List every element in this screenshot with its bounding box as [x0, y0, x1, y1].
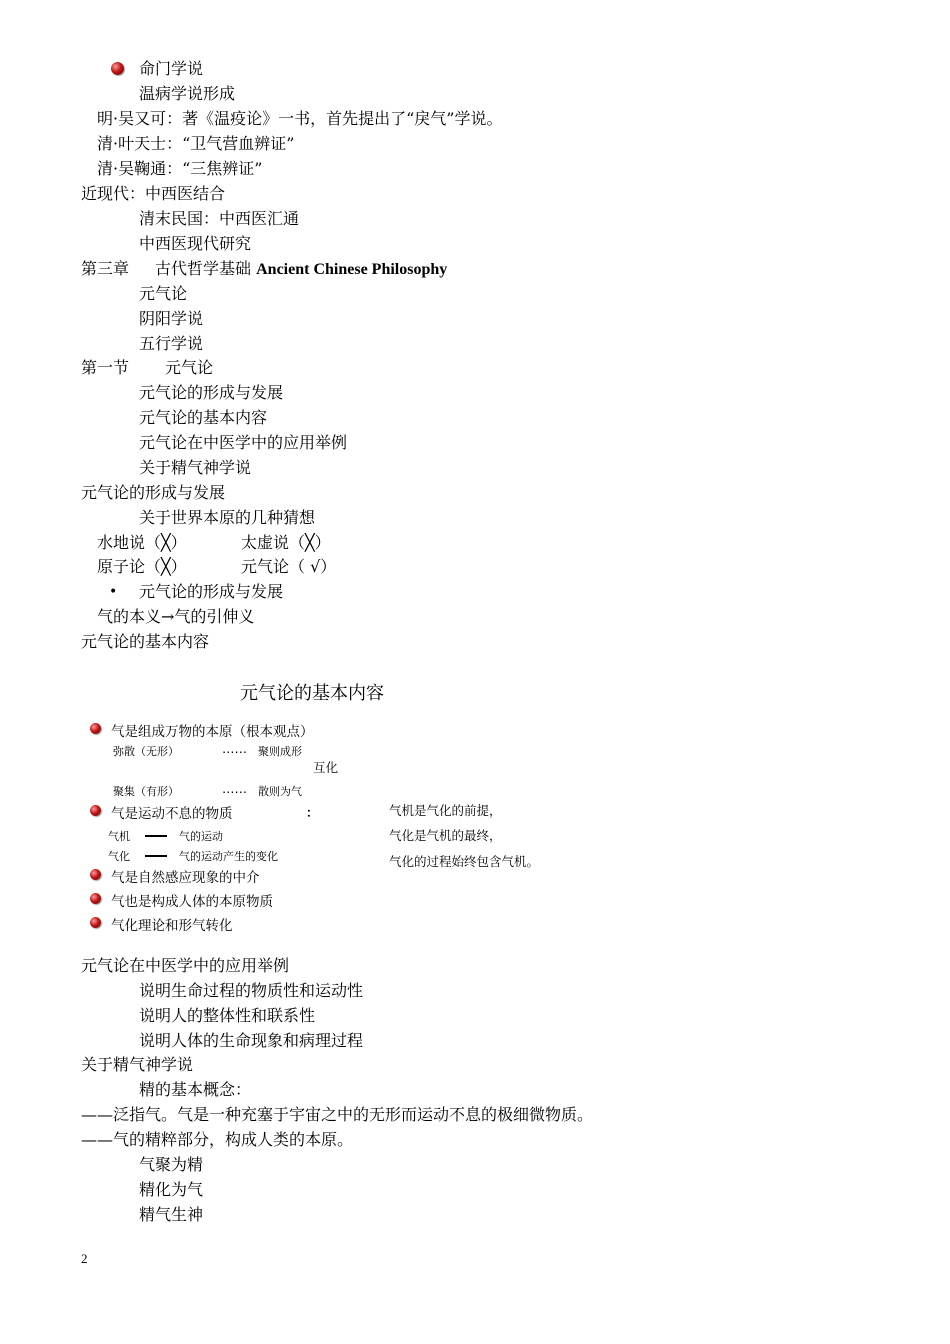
bullet-ball-icon [90, 869, 101, 880]
qiji-def: 气的运动 [179, 830, 223, 843]
application-item: 说明人体的生命现象和病理过程 [139, 1031, 364, 1050]
mingmen-line: 命门学说 [139, 59, 204, 78]
misan-label: 弥散（无形） [113, 745, 179, 758]
chapter-title-en: Ancient Chinese Philosophy [256, 261, 448, 278]
bullet-ball-icon [90, 917, 101, 928]
wenbing-line: 温病学说形成 [139, 84, 236, 103]
section-heading [81, 358, 213, 378]
page-number: 2 [81, 1251, 88, 1266]
bullet-ball-icon [90, 893, 101, 904]
jingqishen-item: 精气生神 [139, 1205, 204, 1224]
huhua-label: 互化 [313, 760, 339, 775]
chapter-item: 元气论 [139, 284, 188, 303]
jingqishen-heading: 关于精气神学说 [81, 1055, 194, 1074]
slide-bullet-1: 气是组成万物的本原（根本观点） [111, 724, 314, 740]
xiandai-line: 中西医现代研究 [139, 234, 252, 253]
modern-line: 近现代：中西医结合 [81, 184, 226, 203]
dash-icon [145, 855, 167, 857]
chapter-label: 第三章 [81, 259, 130, 278]
basic-content-line: 元气论的基本内容 [81, 632, 210, 651]
section-item: 关于精气神学说 [139, 458, 252, 477]
formation-bullet: 元气论的形成与发展 [139, 582, 284, 601]
yuanqi-item: 元气论（ √） [241, 557, 337, 576]
dots-2: …… [222, 781, 247, 796]
juze-label: 聚则成形 [258, 745, 302, 758]
taixu-item: 太虚说（╳） [241, 533, 331, 552]
dash-icon [145, 835, 167, 837]
jingqishen-item: 气聚为精 [139, 1155, 204, 1174]
dots-1: …… [222, 741, 247, 756]
slide-title: 元气论的基本内容 [240, 683, 384, 704]
wu-jutong-line: 清·吴鞠通：“三焦辨证” [97, 159, 263, 178]
sanze-label: 散则为气 [258, 785, 302, 798]
slide-bullet-5: 气化理论和形气转化 [111, 918, 233, 934]
qi-meaning-line: 气的本义→气的引伸义 [97, 607, 255, 626]
slide-bullet-4: 气也是构成人体的本原物质 [111, 894, 273, 910]
section-title: 元气论 [165, 358, 214, 377]
slide-bullet-2: 气是运动不息的物质 [111, 806, 233, 822]
shuidi-item: 水地说（╳） [97, 533, 187, 552]
bullet-dot-icon: • [109, 584, 118, 600]
definition-1: ——泛指气。气是一种充塞于宇宙之中的无形而运动不息的极细微物质。 [81, 1105, 594, 1124]
qihua-def: 气的运动产生的变化 [179, 850, 278, 863]
application-item: 说明生命过程的物质性和运动性 [139, 981, 364, 1000]
note-2: 气化是气机的最终， [389, 828, 502, 843]
section-item: 元气论的基本内容 [139, 408, 268, 427]
section-label: 第一节 [81, 358, 130, 377]
ye-tianshi-line: 清·叶天士：“卫气营血辨证” [97, 134, 295, 153]
application-heading: 元气论在中医学中的应用举例 [81, 956, 290, 975]
jingqishen-item: 精化为气 [139, 1180, 204, 1199]
formation-sub: 关于世界本原的几种猜想 [139, 508, 316, 527]
qingmo-line: 清末民国：中西医汇通 [139, 209, 300, 228]
definition-2: ——气的精粹部分，构成人类的本原。 [81, 1130, 354, 1149]
yuanzi-item: 原子论（╳） [97, 557, 187, 576]
note-3: 气化的过程始终包含气机。 [389, 854, 540, 869]
bullet-ball-icon [90, 805, 101, 816]
formation-heading: 元气论的形成与发展 [81, 483, 226, 502]
juji-label: 聚集（有形） [113, 785, 179, 798]
application-item: 说明人的整体性和联系性 [139, 1006, 316, 1025]
slide-colon: ： [306, 805, 319, 820]
note-1: 气机是气化的前提， [389, 803, 502, 818]
qiji-label: 气机 [108, 830, 130, 843]
chapter-item: 五行学说 [139, 334, 204, 353]
concept-line: 精的基本概念： [139, 1080, 252, 1099]
chapter-heading [81, 259, 447, 280]
chapter-title-cn: 古代哲学基础 [155, 259, 252, 278]
qihua-label: 气化 [108, 850, 130, 863]
bullet-ball-icon [111, 62, 124, 75]
wu-youke-line: 明·吴又可：著《温疫论》一书，首先提出了“戾气”学说。 [97, 109, 503, 128]
section-item: 元气论在中医学中的应用举例 [139, 433, 348, 452]
chapter-item: 阴阳学说 [139, 309, 204, 328]
bullet-ball-icon [90, 723, 101, 734]
section-item: 元气论的形成与发展 [139, 383, 284, 402]
slide-bullet-3: 气是自然感应现象的中介 [111, 870, 260, 886]
